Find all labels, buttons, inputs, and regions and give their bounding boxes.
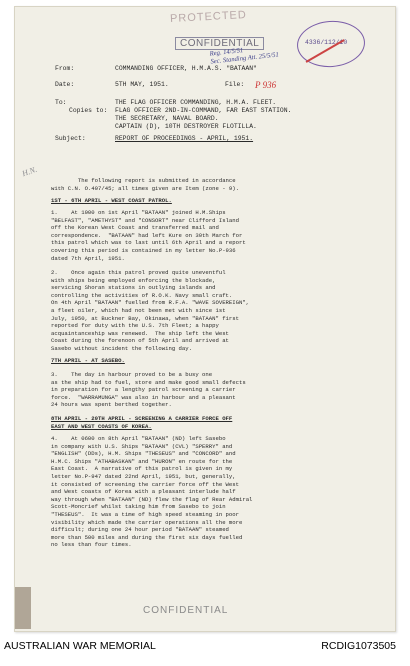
intro-paragraph: The following report is submitted in accordance with C.N. O.407/45; all times given are Item (zone - 9). bbox=[51, 177, 239, 192]
section-heading-2: 7TH APRIL - AT SASEBO. bbox=[51, 357, 125, 364]
section-heading-1: 1ST - 6TH APRIL - WEST COAST PATROL. bbox=[51, 197, 172, 204]
date-label: Date: bbox=[55, 81, 75, 88]
confidential-stamp-top: CONFIDENTIAL bbox=[175, 37, 264, 50]
copies-value: FLAG OFFICER 2ND-IN-COMMAND, FAR EAST STATION. THE SECRETARY, NAVAL BOARD. CAPTAIN (D), 10TH DESTROYER FLOTILLA. bbox=[115, 107, 292, 130]
subject-label: Subject: bbox=[55, 135, 86, 142]
file-label: File: bbox=[225, 81, 245, 88]
copies-label: Copies to: bbox=[69, 107, 108, 114]
to-label: To: bbox=[55, 99, 67, 106]
section-heading-3: 8TH APRIL - 20TH APRIL - SCREENING A CARRIER FORCE OFF EAST AND WEST COASTS OF KOREA. bbox=[51, 415, 233, 430]
from-label: From: bbox=[55, 65, 75, 72]
archive-record-id: RCDIG1073505 bbox=[321, 640, 396, 652]
faint-protected-stamp: PROTECTED bbox=[169, 8, 248, 26]
hn-margin-mark: H.N. bbox=[20, 164, 39, 179]
document-page bbox=[14, 6, 396, 632]
oval-reference-number: 4336/112/10 bbox=[305, 39, 348, 46]
from-value: COMMANDING OFFICER, H.M.A.S. "BATAAN" bbox=[115, 65, 257, 72]
handwritten-registry-note: Reg. 14/5/51 Sec. Standing Att. 25/5/51 bbox=[209, 47, 280, 66]
paragraph-3: 3. The day in harbour proved to be a busy one as the ship had to fuel, store and make good small defects in preparation for a lengthy patrol screening a carrier force. "WARRAMUNGA" was also in harbour and a pleasant 24 hours was spent berthed together. bbox=[51, 371, 246, 409]
subject-value: REPORT OF PROCEEDINGS - APRIL, 1951. bbox=[115, 135, 254, 142]
paragraph-1: 1. At 1000 on 1st April "BATAAN" joined H.M.Ships "BELFAST", "AMETHYST" and "CONSORT" near Clifford Island off the Korean West Coast and transferred mail and correspondence. "BATAAN" had left Kure on 30th March for this patrol which was to last until 6th April and a report covering this period is contained in my letter No.P-936 dated 7th April, 1951. bbox=[51, 209, 246, 262]
confidential-stamp-bottom: CONFIDENTIAL bbox=[143, 605, 229, 616]
binder-stain bbox=[15, 587, 31, 629]
date-value: 5TH MAY, 1951. bbox=[115, 81, 169, 88]
archive-credit: AUSTRALIAN WAR MEMORIAL bbox=[4, 640, 156, 652]
paragraph-4: 4. At 0600 on 8th April "BATAAN" (ND) left Sasebo in company with U.S. Ships "BATAAN" (CVL) "SPERRY" and "ENGLISH" (DDs), H.M. Ships "THESEUS" and "CONCORD" and H.M.C. Ships "ATHABASKAN" and "HURON" en route for the East Coast. A narrative of this patrol is given in my letter No.P-947 dated 22nd April, 1951, but, generally, it consisted of screening the carrier force off the West and West coasts of Korea with a pleasant interlude half way through when "BATAAN" (ND) flew the flag of Rear Admiral Scott-Moncrief whilst taking him from Sasebo to join "THESEUS". It was a time of high speed steaming in poor visibility which made the carrier operations all the more difficult; during one 24 hour period "BATAAN" steamed more than 500 miles and during the first six days fuelled no less than four times. bbox=[51, 435, 253, 549]
to-value: THE FLAG OFFICER COMMANDING, H.M.A. FLEET. bbox=[115, 99, 277, 106]
handwritten-file-number: P 936 bbox=[255, 80, 277, 90]
paragraph-2: 2. Once again this patrol proved quite uneventful with ships being employed enforcing the blockade, servicing Shoran stations in outlying islands and controlling the activities of R.O.K. Navy small craft. On 4th April "BATAAN" fuelled from R.F.A. "WAVE SOVEREIGN", a fleet oiler, which had not been met with since 1st July, 1950, at Buckner Bay, Okinawa, when "BATAAN" first reported for duty with the U.S. 7th Fleet; a happy acquaintanceship was renewed. The ship left the West Coast during the forenoon of 5th April and arrived at Sasebo without incident the following day. bbox=[51, 269, 250, 352]
